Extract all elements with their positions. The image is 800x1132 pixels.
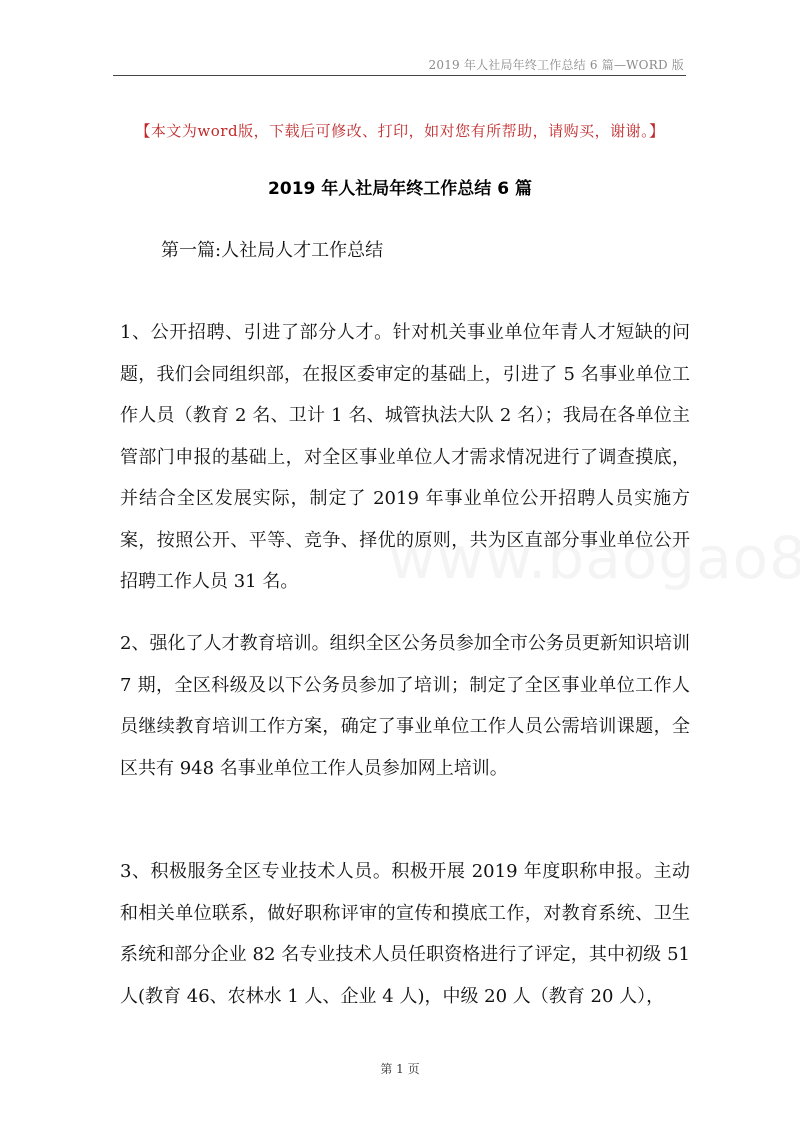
running-header: 2019 年人社局年终工作总结 6 篇—WORD 版 bbox=[428, 58, 684, 72]
section-subtitle: 第一篇:人社局人才工作总结 bbox=[161, 240, 384, 261]
page-number: 第 1 页 bbox=[380, 1062, 420, 1076]
download-notice: 【本文为word版，下载后可修改、打印，如对您有所帮助，请购买，谢谢。】 bbox=[135, 122, 665, 140]
paragraph-3: 3、积极服务全区专业技术人员。积极开展 2019 年度职称申报。主动和相关单位联系，做好职称评审的宣传和摸底工作，对教育系统、卫生系统和部分企业 82 名专业技术人员任职资格进行了评定，其中初级 51 人(教育 46、农林水 1 人、企业 4 人)，中级 20 人（教育 20 人）， bbox=[120, 861, 690, 1007]
document-title: 2019 年人社局年终工作总结 6 篇 bbox=[268, 179, 532, 199]
paragraph-2: 2、强化了人才教育培训。组织全区公务员参加全市公务员更新知识培训 7 期，全区科级及以下公务员参加了培训；制定了全区事业单位工作人员继续教育培训工作方案，确定了事业单位工作人员公需培训课题，全区共有 948 名事业单位工作人员参加网上培训。 bbox=[120, 633, 690, 779]
paragraph-1: 1、公开招聘、引进了部分人才。针对机关事业单位年青人才短缺的问题，我们会同组织部，在报区委审定的基础上，引进了 5 名事业单位工作人员（教育 2 名、卫计 1 名、城管执法大队 2 名）；我局在各单位主管部门申报的基础上，对全区事业单位人才需求情况进行了调查摸底，并结合全区发展实际，制定了 2019 年事业单位公开招聘人员实施方案，按照公开、平等、竞争、择优的原则，共为区直部分事业单位公开招聘工作人员 31 名。 bbox=[120, 322, 690, 592]
header-divider bbox=[113, 75, 686, 76]
watermark-text bbox=[388, 524, 800, 592]
